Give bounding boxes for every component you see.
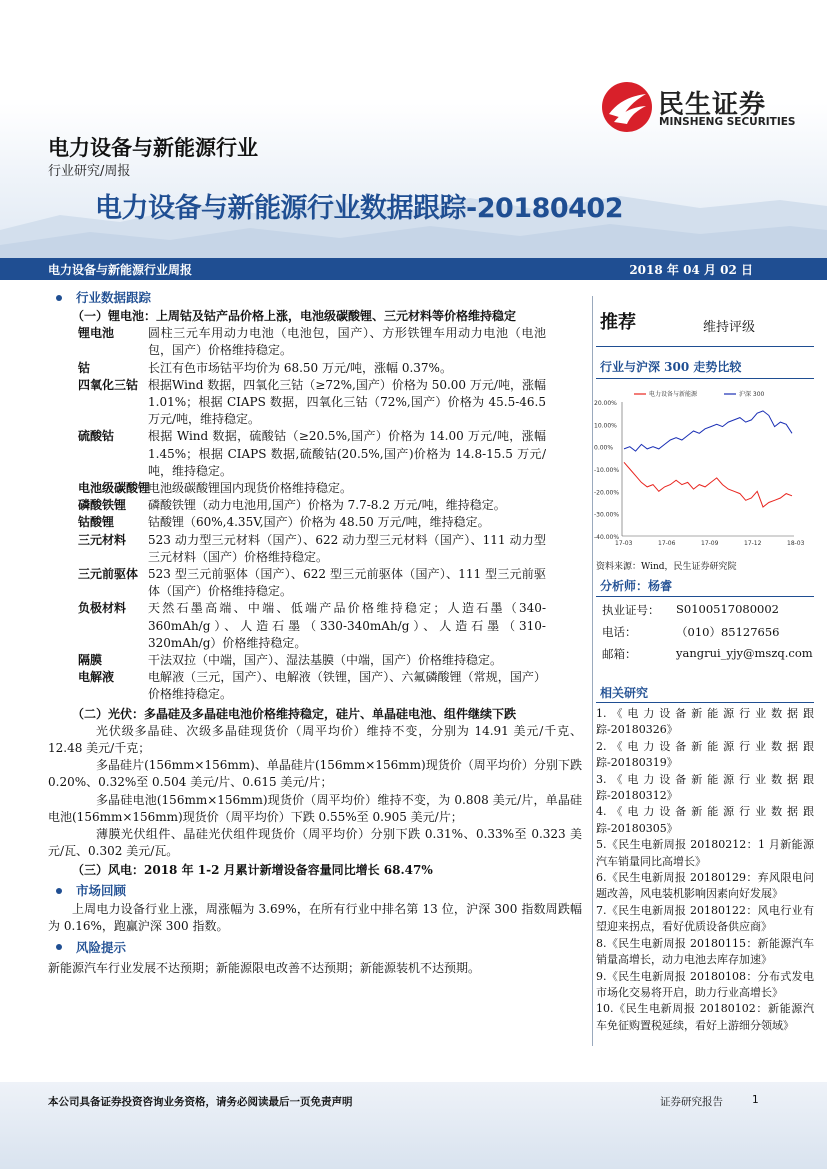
market-review-text: 上周电力设备行业上涨，周涨幅为 3.69%，在所有行业中排名第 13 位，沪深 300 指数周跌幅为 0.16%，跑赢沪深 300 指数。 [48,901,582,933]
lithium-item [48,325,584,359]
item-value: 电解液（三元，国产）、电解液（铁锂，国产）、六氟磷酸锂（常规，国产）价格维持稳定。 [148,670,546,702]
section-title: 市场回顾 [76,883,127,899]
item-key: 隔膜 [78,653,103,668]
item-key: 磷酸铁锂 [78,498,127,513]
bullet-icon [56,944,62,950]
series-line-0 [624,462,792,507]
y-tick-label: -40.00% [594,534,620,541]
x-tick-label: 17-09 [701,540,719,547]
lithium-item [48,514,584,531]
analyst-title: 分析师：杨睿 [600,579,673,593]
phone-label: 电话： [602,625,637,639]
lithium-price-list [48,325,584,703]
lithium-item [48,497,584,514]
cert-number: S0100517080002 [676,602,779,616]
bullet-icon [56,295,62,301]
y-tick-label: -30.00% [594,511,620,519]
item-key: 硫酸钴 [78,429,115,444]
divider [596,596,814,597]
cert-row [602,602,779,618]
divider [596,378,814,379]
section-title: 风险提示 [76,939,127,955]
section-risk [48,937,584,957]
lithium-item [48,600,584,652]
related-research-list [596,706,814,1034]
legend-label: 电力设备与新能源 [649,391,698,398]
item-value: 根据 Wind 数据，硫酸钴（≥20.5%,国产）价格为 14.00 万元/吨，涨幅 1.45%；根据 CIAPS 数据,硫酸钴(20.5%,国产)价格为 14.8-15.5 万元/吨，维持稳定。 [148,429,546,478]
item-key: 三元前驱体 [78,567,139,582]
email-link[interactable]: yangrui_yjy@mszq.com [676,646,813,660]
related-item[interactable]: 4.《电力设备新能源行业数据跟踪-20180305》 [596,805,814,835]
lithium-item [48,532,584,566]
related-item[interactable]: 1.《电力设备新能源行业数据跟踪-20180326》 [596,707,814,737]
phone-row [602,624,780,640]
x-tick-label: 17-06 [658,540,676,547]
lithium-item [48,566,584,600]
related-item[interactable]: 2.《电力设备新能源行业数据跟踪-20180319》 [596,739,814,770]
lithium-item [48,652,584,669]
related-item[interactable]: 10.《民生电新周报 20180102：新能源汽车免征购置税延续，看好上游细分领域》 [596,1002,814,1032]
x-tick-label: 18-03 [787,540,805,547]
phone-number: （010）85127656 [676,625,780,639]
section-title: 行业数据跟踪 [76,290,152,306]
item-key: 电池级碳酸锂 [78,481,151,496]
y-tick-label: -20.00% [594,489,620,497]
divider [596,346,814,347]
item-key: 四氧化三钴 [78,377,139,392]
rating: 推荐 [600,312,636,333]
section-data-tracking [48,288,584,308]
related-item[interactable]: 8.《民生电新周报 20180115：新能源汽车销量高增长，动力电池去库存加速》 [596,936,814,967]
item-key: 电解液 [78,670,115,685]
item-key: 锂电池 [78,326,115,341]
related-item[interactable]: 3.《电力设备新能源行业数据跟踪-20180312》 [596,772,814,803]
item-value: 电池级碳酸锂国内现货价格维持稳定。 [148,481,353,496]
chart-title: 行业与沪深 300 走势比较 [600,360,742,374]
y-tick-label: 0.00% [594,444,614,452]
solar-heading: （二）光伏：多晶硅及多晶硅电池价格维持稳定，硅片、单晶硅电池、组件继续下跌 [72,706,517,721]
section-market-review [48,881,584,901]
email-row [602,646,813,662]
report-type: 证券研究报告 [660,1096,723,1108]
solar-paragraph: 薄膜光伏组件、晶硅光伏组件现货价（周平均价）分别下跌 0.31%、0.33%至 0.323 美元/瓦、0.302 美元/瓦。 [48,827,582,859]
y-tick-label: -10.00% [594,467,620,474]
series-line-1 [624,411,792,451]
solar-paragraph: 多晶硅片(156mm×156mm)、单晶硅片(156mm×156mm)现货价（周平均价）分别下跌 0.20%、0.32%至 0.504 美元/片、0.615 美元/片； [48,758,582,790]
related-item[interactable]: 6.《民生电新周报 20180129：弃风限电问题改善，风电装机影响因素向好发展》 [596,871,814,901]
report-title: 电力设备与新能源行业数据跟踪-20180402 [95,193,623,224]
industry-name: 电力设备与新能源行业 [48,136,258,160]
item-value: 磷酸铁锂（动力电池用,国产）价格为 7.7-8.2 万元/吨，维持稳定。 [148,498,506,513]
column-divider [592,296,593,1046]
related-item[interactable]: 7.《民生电新周报 20180122：风电行业有望迎来拐点，看好优质设备供应商》 [596,903,814,934]
page-number: 1 [752,1094,759,1106]
chart-source: 资料来源：Wind，民生证券研究院 [596,562,737,572]
trend-chart-svg [594,388,814,558]
lithium-heading: （一）锂电池：上周钴及钴产品价格上涨，电池级碳酸锂、三元材料等价格维持稳定 [72,309,517,323]
rating-sub: 维持评级 [703,320,756,335]
y-tick-label: 10.00% [594,422,617,430]
bar-left-label: 电力设备与新能源行业周报 [48,263,193,277]
item-value: 天然石墨高端、中端、低端产品价格维持稳定；人造石墨（340-360mAh/g）、人造石墨（330-340mAh/g）、人造石墨（310-320mAh/g）价格维持稳定。 [148,601,546,650]
item-value: 钴酸锂（60%,4.35V,国产）价格为 48.50 万元/吨，维持稳定。 [148,515,490,530]
item-key: 钴 [78,360,91,375]
solar-paragraph: 多晶硅电池(156mm×156mm)现货价（周平均价）维持不变，为 0.808 美元/片，单晶硅电池(156mm×156mm)现货价（周平均价）下跌 0.55%至 0.905 美元/片； [48,792,582,824]
trend-chart [594,388,814,562]
related-item[interactable]: 9.《民生电新周报 20180108：分布式发电市场化交易将开启，助力行业高增长》 [596,969,814,999]
minsheng-logo-icon [600,80,654,138]
divider [596,702,814,703]
risk-text: 新能源汽车行业发展不达预期；新能源限电改善不达预期；新能源装机不达预期。 [48,961,481,976]
item-key: 三元材料 [78,532,127,547]
disclaimer-note: 本公司具备证券投资咨询业务资格，请务必阅读最后一页免责声明 [48,1096,353,1108]
solar-paragraph: 光伏级多晶硅、次级多晶硅现货价（周平均价）维持不变，分别为 14.91 美元/千克、12.48 美元/千克； [48,723,582,756]
report-category: 行业研究/周报 [48,164,131,179]
main-content [48,288,584,977]
cert-label: 执业证号： [602,603,660,617]
item-value: 圆柱三元车用动力电池（电池包，国产）、方形铁锂车用动力电池（电池包，国产）价格维持稳定。 [148,326,546,358]
lithium-item [48,377,584,429]
item-key: 负极材料 [78,601,127,616]
lithium-item [48,480,584,497]
item-value: 根据Wind 数据，四氧化三钴（≥72%,国产）价格为 50.00 万元/吨，涨幅 1.01%；根据 CIAPS 数据，四氧化三钴（72%,国产）价格为 45.5-46.5 万元/吨，维持稳定。 [148,377,546,427]
lithium-item [48,360,584,377]
email-label: 邮箱： [602,647,637,661]
y-tick-label: 20.00% [594,400,617,407]
report-date: 2018 年 04 月 02 日 [629,263,753,277]
related-title: 相关研究 [600,686,649,700]
x-tick-label: 17-12 [744,540,762,547]
item-value: 523 动力型三元材料（国产）、622 动力型三元材料（国产）、111 动力型三元材料（国产）价格维持稳定。 [148,532,546,564]
legend-label: 沪深 300 [739,391,765,398]
title-bar [0,258,827,280]
lithium-item [48,669,584,703]
wind-heading: （三）风电：2018 年 1-2 月累计新增设备容量同比增长 68.47% [72,862,433,877]
item-value: 523 型三元前驱体（国产）、622 型三元前驱体（国产）、111 型三元前驱体（国产）价格维持稳定。 [148,567,546,599]
logo-text-en: MINSHENG SECURITIES [659,116,796,128]
item-key: 钴酸锂 [78,515,115,530]
bullet-icon [56,888,62,894]
logo-text: 民生证券 [658,90,767,120]
item-value: 干法双拉（中端，国产）、湿法基膜（中端，国产）价格维持稳定。 [148,653,503,668]
lithium-item [48,428,584,480]
x-tick-label: 17-03 [615,540,633,547]
item-value: 长江有色市场钴平均价为 68.50 万元/吨，涨幅 0.37%。 [148,360,452,375]
related-item[interactable]: 5.《民生电新周报 20180212：1 月新能源汽车销量同比高增长》 [596,838,814,868]
